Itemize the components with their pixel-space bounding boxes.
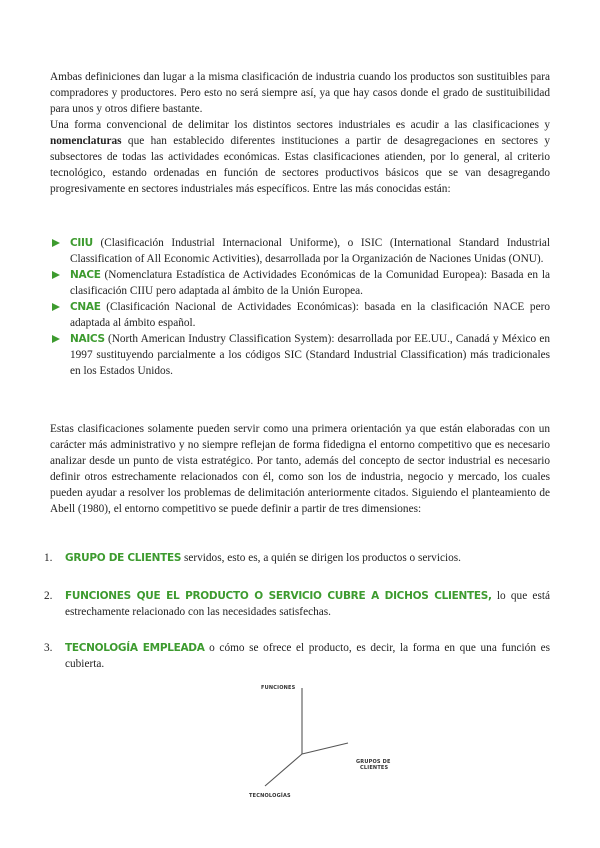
classification-list bbox=[52, 235, 550, 379]
dimension-keyword: GRUPO DE CLIENTES bbox=[65, 552, 182, 564]
paragraph-text: Estas clasificaciones solamente pueden servir como una primera orientación ya que están elaboradas con un carácter más administrativo y no siempre reflejan de forma fidedigna el entorno competitivo que es necesario analizar desde un punto de vista estratégico. Por tanto, además del concepto de sector industrial es necesario definir otros estrechamente relacionados con él, como son los de industria, negocio y mercado, los cuales pueden ayudar a resolver los problemas de delimitación anteriormente citados. Siguiendo el planteamiento de Abell (1980), el entorno competitivo se puede definir a partir de tres dimensiones: bbox=[50, 423, 550, 515]
classification-name: NACE bbox=[70, 269, 101, 281]
item-number: 3. bbox=[44, 642, 53, 654]
list-item-cnae bbox=[52, 299, 550, 331]
paragraph-competitive-environment bbox=[50, 421, 550, 517]
axis-label-tecnologias: TECNOLOGÍAS bbox=[249, 793, 291, 799]
paragraph-substitutability bbox=[50, 69, 550, 117]
dimension-description: lo que está estrechamente relacionado con las necesidades satisfechas. bbox=[65, 590, 550, 618]
three-dimensions-diagram bbox=[240, 676, 410, 806]
arrow-bullet-icon bbox=[52, 271, 60, 279]
dimension-item-3 bbox=[44, 640, 550, 672]
axis-label-funciones: FUNCIONES bbox=[261, 685, 296, 691]
classification-description: (Nomenclatura Estadística de Actividades Económicas de la Comunidad Europea): Basada en la clasificación CIIU pero adaptada al ámbito de la Unión Europea. bbox=[70, 269, 551, 297]
list-item-ciiu bbox=[52, 235, 550, 267]
classification-name: NAICS bbox=[70, 333, 105, 345]
dimension-keyword: FUNCIONES QUE EL PRODUCTO O SERVICIO CUBRE A DICHOS CLIENTES, bbox=[65, 590, 492, 602]
list-item-naics bbox=[52, 331, 550, 379]
arrow-bullet-icon bbox=[52, 335, 60, 343]
axis-label-grupos-line2: CLIENTES bbox=[360, 765, 389, 771]
item-number: 1. bbox=[44, 552, 53, 564]
classification-name: CNAE bbox=[70, 301, 101, 313]
arrow-bullet-icon bbox=[52, 303, 60, 311]
dimension-description: servidos, esto es, a quién se dirigen los productos o servicios. bbox=[183, 552, 461, 564]
paragraph-text: Ambas definiciones dan lugar a la misma clasificación de industria cuando los productos son sustituibles para compradores y productores. Pero esto no será siempre así, ya que hay casos donde el grado de sustituibilidad para unos y otros difiere bastante. bbox=[50, 71, 550, 115]
arrow-bullet-icon bbox=[52, 239, 60, 247]
classification-description: (Clasificación Nacional de Actividades Económicas): basada en la clasificación NACE pero adaptada al ámbito español. bbox=[70, 301, 550, 329]
item-number: 2. bbox=[44, 590, 53, 602]
classification-description: (Clasificación Industrial Internacional Uniforme), o ISIC (International Standard Industrial Classification of All Economic Activities), desarrollada por la Organización de Naciones Unidas (ONU). bbox=[70, 237, 550, 265]
dimension-item-2 bbox=[44, 588, 550, 620]
axis-grupos-clientes bbox=[302, 743, 348, 754]
paragraph-text: Una forma convencional de delimitar los distintos sectores industriales es acudir a las clasificaciones y bbox=[50, 119, 550, 131]
paragraph-text: que han establecido diferentes instituciones a partir de desagregaciones en sectores y subsectores de todas las actividades económicas. Estas clasificaciones atienden, por lo general, al criterio tecnológico, estando ordenadas en función de sectores productivos básicos que se van desagregando progresivamente en sectores industriales más específicos. Entre las más conocidas están: bbox=[50, 135, 550, 195]
axis-label-grupos-line1: GRUPOS DE bbox=[356, 759, 391, 765]
list-item-nace bbox=[52, 267, 550, 299]
bold-term-nomenclaturas: nomenclaturas bbox=[50, 135, 122, 147]
classification-name: CIIU bbox=[70, 237, 93, 249]
axis-tecnologias bbox=[265, 754, 302, 786]
dimension-keyword: TECNOLOGÍA EMPLEADA bbox=[65, 642, 205, 654]
dimension-item-1 bbox=[44, 550, 550, 566]
classification-description: (North American Industry Classification System): desarrollada por EE.UU., Canadá y México en 1997 sustituyendo parcialmente a los códigos SIC (Standard Industrial Classification) más tradicionales en los Estados Unidos. bbox=[70, 333, 550, 377]
dimension-description: o cómo se ofrece el producto, es decir, la forma en que una función es cubierta. bbox=[65, 642, 550, 670]
paragraph-classifications-intro bbox=[50, 117, 550, 197]
